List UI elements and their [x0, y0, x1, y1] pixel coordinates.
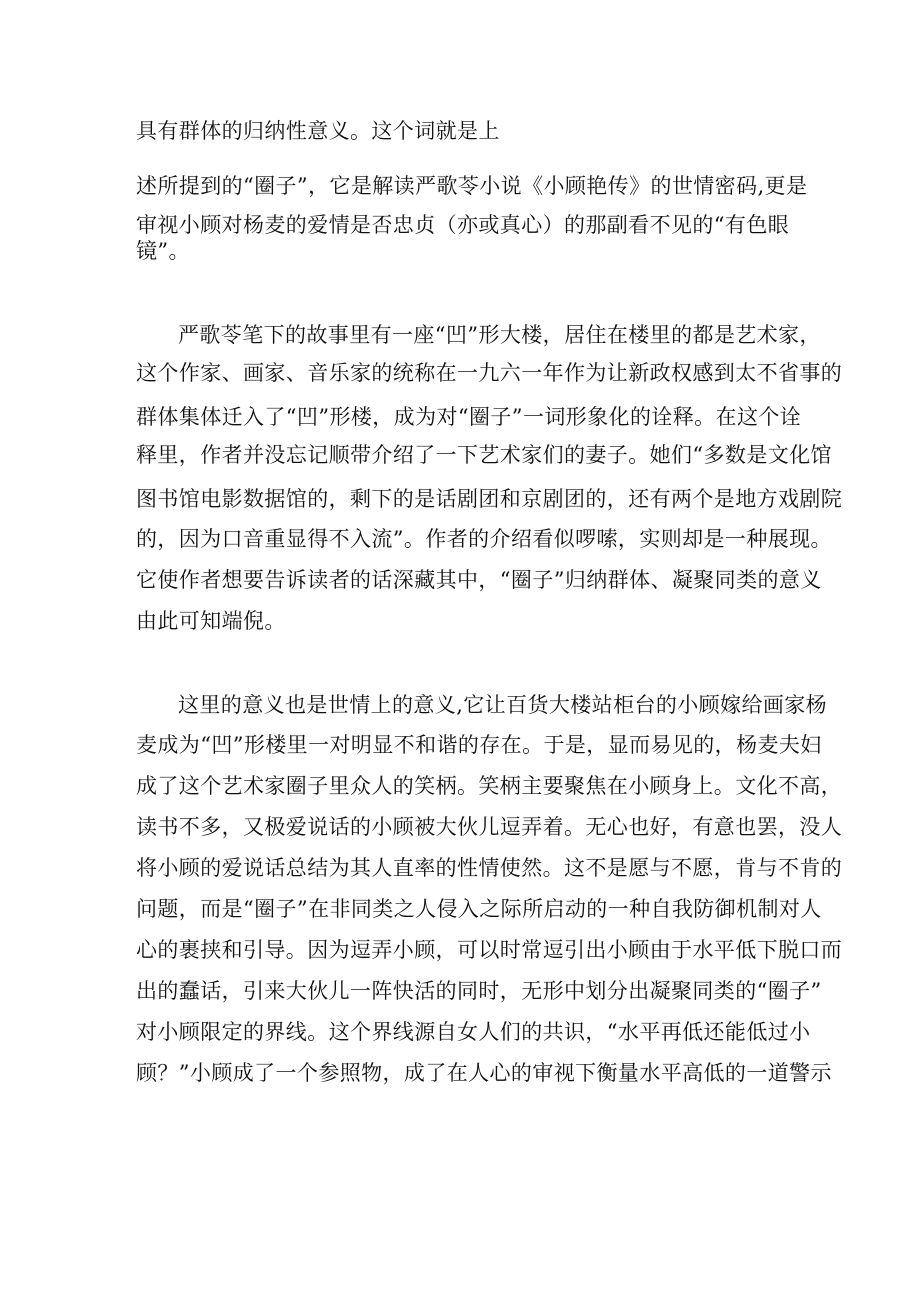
text-line: 镜”。 [136, 239, 190, 263]
text-line: 顾？”小顾成了一个参照物，成了在人心的审视下衡量水平高低的一道警示 [136, 1061, 832, 1085]
text-line: 对小顾限定的界线。这个界线源自女人们的共识，“水平再低还能低过小 [136, 1020, 811, 1044]
text-line: 将小顾的爱说话总结为其人直率的性情使然。这不是愿与不愿，肯与不肯的 [136, 856, 843, 880]
text-line: 审视小顾对杨麦的爱情是否忠贞（亦或真心）的那副看不见的“有色眼 [136, 213, 790, 237]
text-line: 这里的意义也是世情上的意义,它让百货大楼站柜台的小顾嫁给画家杨 [178, 693, 828, 717]
text-line: 严歌苓笔下的故事里有一座“凹”形大楼，居住在楼里的都是艺术家， [178, 323, 821, 347]
text-line: 具有群体的归纳性意义。这个词就是上 [136, 119, 500, 143]
text-line: 的，因为口音重显得不入流”。作者的介绍看似啰嗦，实则却是一种展现。 [136, 527, 832, 551]
text-line: 群体集体迁入了“凹”形楼，成为对“圈子”一词形象化的诠释。在这个诠 [136, 405, 802, 429]
text-line: 麦成为“凹”形楼里一对明显不和谐的存在。于是，显而易见的，杨麦夫妇 [136, 733, 822, 757]
text-line: 出的蠢话，引来大伙儿一阵快活的同时，无形中划分出凝聚同类的“圈子” [136, 979, 822, 1003]
text-line: 问题，而是“圈子”在非同类之人侵入之际所启动的一种自我防御机制对人 [136, 897, 822, 921]
text-line: 读书不多，又极爱说话的小顾被大伙儿逗弄着。无心也好，有意也罢，没人 [136, 815, 843, 839]
text-line: 图书馆电影数据馆的，剩下的是话剧团和京剧团的，还有两个是地方戏剧院 [136, 487, 843, 511]
text-line: 述所提到的“圈子”，它是解读严歌苓小说《小顾艳传》的世情密码,更是 [136, 174, 808, 198]
text-line: 成了这个艺术家圈子里众人的笑柄。笑柄主要聚焦在小顾身上。文化不高， [136, 774, 843, 798]
text-line: 它使作者想要告诉读者的话深藏其中，“圈子”归纳群体、凝聚同类的意义 [136, 568, 822, 592]
text-line: 心的裹挟和引导。因为逗弄小顾，可以时常逗引出小顾由于水平低下脱口而 [136, 938, 843, 962]
text-line: 由此可知端倪。 [136, 609, 286, 633]
text-line: 释里，作者并没忘记顺带介绍了一下艺术家们的妻子。她们“多数是文化馆 [136, 443, 832, 467]
text-line: 这个作家、画家、音乐家的统称在一九六一年作为让新政权感到太不省事的 [136, 361, 843, 385]
